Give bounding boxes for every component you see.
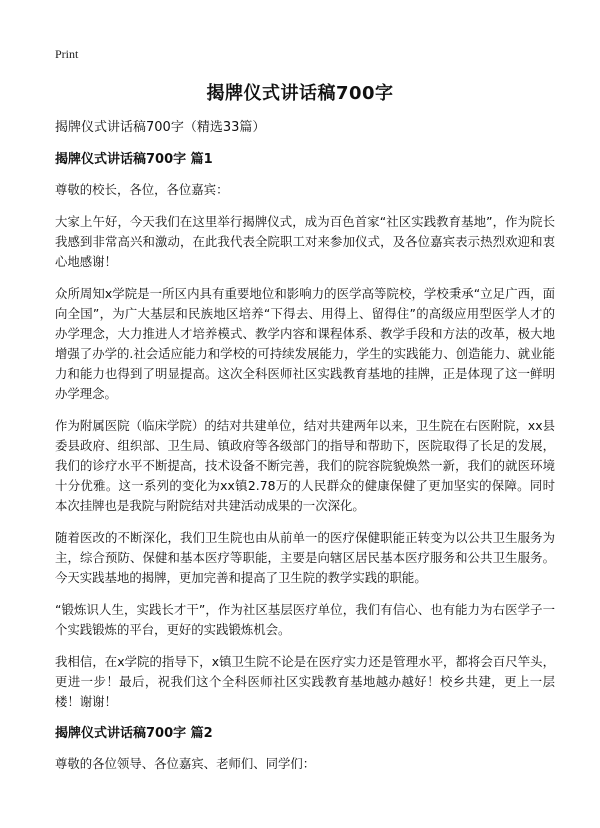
print-label[interactable]: Print bbox=[55, 47, 79, 61]
section-1-paragraph-2: 众所周知x学院是一所区内具有重要地位和影响力的医学高等院校，学校秉承“立足广西，面向全国”，为广大基层和民族地区培养“下得去、用得上、留得住”的高级应用型医学人才的办学理念，大力推进人才培养模式、教学内容和课程体系、教学手段和方法的改革，极大地增强了办学的.社会适应能力和学校的可持续发展能力，学生的实践能力、创造能力、就业能力和能力也得到了明显提高。这次全科医师社区实践教育基地的挂牌，正是体现了这一鲜明办学理念。 bbox=[55, 286, 555, 401]
document-body bbox=[55, 118, 555, 786]
page-title: 揭牌仪式讲话稿700字 bbox=[206, 83, 394, 104]
section-1-paragraph-5: “锻炼识人生，实践长才干”，作为社区基层医疗单位，我们有信心、也有能力为右医学子一个实践锻炼的平台，更好的实践锻炼机会。 bbox=[55, 602, 555, 637]
section-1-paragraph-6: 我相信，在x学院的指导下，x镇卫生院不论是在医疗实力还是管理水平，都将会百尺竿头，更进一步！最后，祝我们这个全科医师社区实践教育基地越办越好！校乡共建，更上一层楼！谢谢！ bbox=[55, 654, 555, 709]
document-subtitle: 揭牌仪式讲话稿700字（精选33篇） bbox=[55, 120, 266, 135]
section-2-greeting: 尊敬的各位领导、各位嘉宾、老师们、同学们： bbox=[55, 756, 316, 771]
section-1-greeting: 尊敬的校长，各位，各位嘉宾： bbox=[55, 182, 229, 197]
section-1-paragraph-4: 随着医改的不断深化，我们卫生院也由从前单一的医疗保健职能正转变为以公共卫生服务为主，综合预防、保健和基本医疗等职能，主要是向辖区居民基本医疗服务和公共卫生服务。今天实践基地的揭牌，更加完善和提高了卫生院的教学实践的职能。 bbox=[55, 530, 555, 585]
section-1-paragraph-1: 大家上午好，今天我们在这里举行揭牌仪式，成为百色首家“社区实践教育基地”，作为院长我感到非常高兴和激动，在此我代表全院职工对来参加仪式，及各位嘉宾表示热烈欢迎和衷心地感谢！ bbox=[55, 214, 555, 269]
section-1-paragraph-3: 作为附属医院（临床学院）的结对共建单位，结对共建两年以来，卫生院在右医附院，xx县委县政府、组织部、卫生局、镇政府等各级部门的指导和帮助下，医院取得了长足的发展，我们的诊疗水平不断提高，技术设备不断完善，我们的院容院貌焕然一新，我们的就医环境十分优雅。这一系列的变化为xx镇2.78万的人民群众的健康保健了更加坚实的保障。同时本次挂牌也是我院与附院结对共建活动成果的一次深化。 bbox=[55, 418, 555, 513]
section-heading-1: 揭牌仪式讲话稿700字 篇1 bbox=[55, 152, 213, 167]
section-heading-2: 揭牌仪式讲话稿700字 篇2 bbox=[55, 726, 213, 741]
